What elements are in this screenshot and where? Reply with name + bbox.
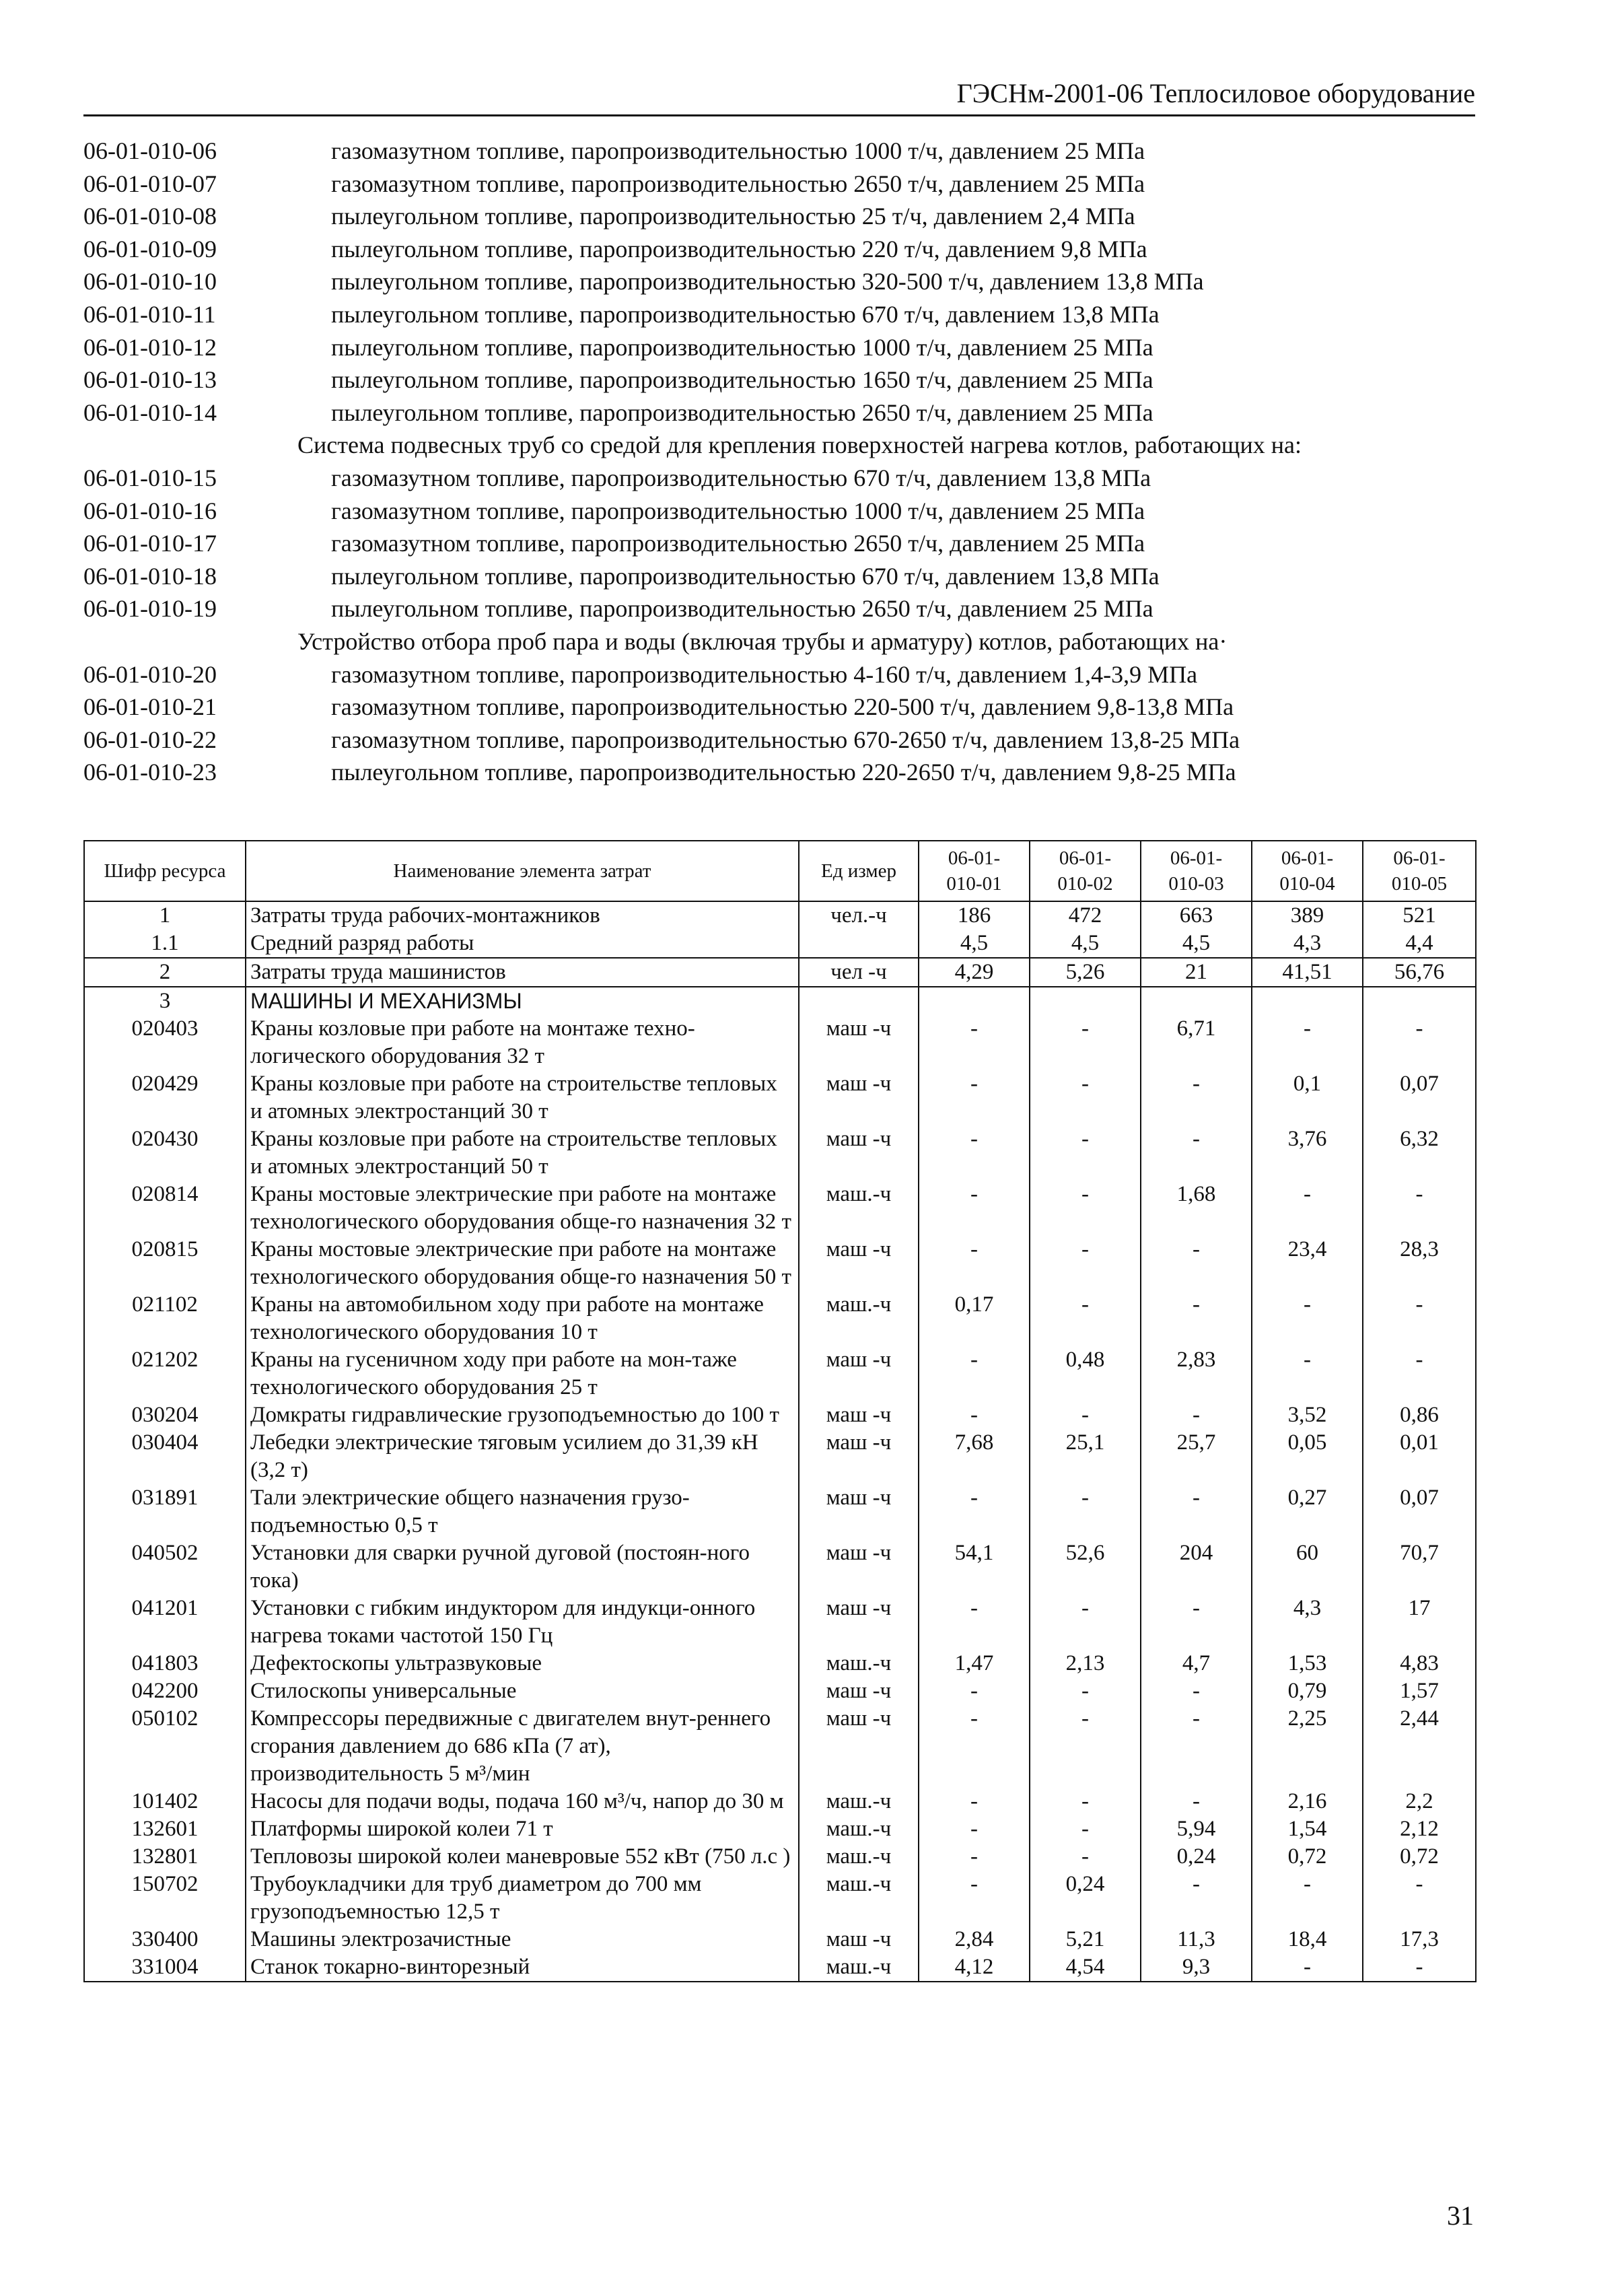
value-col-2: 52,6 [1030,1539,1141,1595]
resource-name: Краны козловые при работе на строительстве тепловых и атомных электростанций 50 т [246,1125,799,1181]
value-col-4: 3,76 [1252,1125,1363,1181]
item-code: 06-01-010-18 [83,562,217,590]
resource-code: 2 [84,958,246,987]
resource-name: Платформы широкой колеи 71 т [246,1815,799,1843]
code-list-item [83,495,1483,528]
item-description: пылеугольном топливе, паропроизводительностью 220 т/ч, давлением 9,8 МПа [331,235,1147,263]
value-col-4: 4,3 [1252,1595,1363,1650]
resource-unit: маш.-ч [799,1650,919,1677]
value-col-3: - [1141,1788,1252,1815]
table-row [84,1595,1476,1650]
value-col-3: - [1141,1401,1252,1429]
item-code: 06-01-010-08 [83,203,217,230]
value-col-3: 25,7 [1141,1429,1252,1484]
value-col-2: - [1030,1236,1141,1291]
value-col-4: 4,3 [1252,930,1363,958]
value-col-3: - [1141,1125,1252,1181]
value-col-5: - [1363,1015,1476,1070]
resource-code: 042200 [84,1677,246,1705]
value-col-2: - [1030,1125,1141,1181]
code-list-item [83,724,1483,757]
value-col-5: - [1363,1181,1476,1236]
resource-name: Установки с гибким индуктором для индукци-онного нагрева токами частотой 150 Гц [246,1595,799,1650]
value-col-2: - [1030,1595,1141,1650]
value-col-3: - [1141,1705,1252,1788]
header-unit: Ед измер [799,841,919,901]
resource-unit: маш.-ч [799,1181,919,1236]
table-row [84,1926,1476,1953]
header-col-4: 06-01- 010-04 [1252,841,1363,901]
item-code: 06-01-010-16 [83,497,217,524]
value-col-1: 4,29 [919,958,1030,987]
item-description: газомазутном топливе, паропроизводительностью 670-2650 т/ч, давлением 13,8-25 МПа [331,726,1240,753]
resource-name: Машины электрозачистные [246,1926,799,1953]
item-description: газомазутном топливе, паропроизводительностью 1000 т/ч, давлением 25 МПа [331,137,1145,164]
value-col-2: - [1030,1705,1141,1788]
code-list-item [83,298,1483,331]
value-col-1: 4,5 [919,930,1030,958]
resource-code: 1.1 [84,930,246,958]
value-col-2: - [1030,1181,1141,1236]
value-col-2: - [1030,1788,1141,1815]
item-code: 06-01-010-19 [83,595,217,623]
value-col-1 [919,987,1030,1015]
resource-code: 132801 [84,1843,246,1871]
value-col-4: - [1252,1015,1363,1070]
value-col-3: - [1141,1595,1252,1650]
code-list-item [83,462,1483,495]
resource-code: 330400 [84,1926,246,1953]
item-code: 06-01-010-09 [83,235,217,263]
table-row [84,958,1476,987]
value-col-3: 4,5 [1141,930,1252,958]
value-col-3: 663 [1141,901,1252,930]
value-col-5: 0,72 [1363,1843,1476,1871]
value-col-5: - [1363,1953,1476,1982]
resource-name: Краны на гусеничном ходу при работе на мон-таже технологического оборудования 25 т [246,1346,799,1401]
code-list-item [83,200,1483,233]
value-col-4: 2,16 [1252,1788,1363,1815]
resource-name: Трубоукладчики для труб диаметром до 700 мм грузоподъемностью 12,5 т [246,1871,799,1926]
value-col-3: - [1141,1291,1252,1346]
resource-code: 031891 [84,1484,246,1539]
item-code: 06-01-010-14 [83,398,217,426]
item-description: газомазутном топливе, паропроизводительностью 4-160 т/ч, давлением 1,4-3,9 МПа [331,660,1198,688]
table-row [84,1788,1476,1815]
value-col-2: 0,24 [1030,1871,1141,1926]
table-row [84,1291,1476,1346]
value-col-1: - [919,1125,1030,1181]
value-col-1: - [919,1843,1030,1871]
resource-name: Насосы для подачи воды, подача 160 м³/ч, напор до 30 м [246,1788,799,1815]
value-col-1: 2,84 [919,1926,1030,1953]
resource-unit: маш -ч [799,1595,919,1650]
resource-name: Домкраты гидравлические грузоподъемностью до 100 т [246,1401,799,1429]
running-header [83,73,1475,116]
value-col-4: - [1252,1871,1363,1926]
value-col-4: 0,05 [1252,1429,1363,1484]
resource-name: Затраты труда машинистов [246,958,799,987]
resource-name: Установки для сварки ручной дуговой (постоян-ного тока) [246,1539,799,1595]
resource-table [83,840,1477,1982]
table-row [84,1843,1476,1871]
value-col-5: 2,44 [1363,1705,1476,1788]
value-col-3: - [1141,1236,1252,1291]
item-code: 06-01-010-20 [83,660,217,688]
code-list-item [83,168,1483,201]
resource-unit: маш -ч [799,1677,919,1705]
resource-name: Лебедки электрические тяговым усилием до 31,39 кН (3,2 т) [246,1429,799,1484]
table-row [84,1677,1476,1705]
resource-code: 150702 [84,1871,246,1926]
table-row [84,1815,1476,1843]
value-col-4: 1,53 [1252,1650,1363,1677]
resource-name: Краны козловые при работе на строительстве тепловых и атомных электростанций 30 т [246,1070,799,1125]
header-code: Шифр ресурса [84,841,246,901]
value-col-2: - [1030,1070,1141,1125]
value-col-2: 0,48 [1030,1346,1141,1401]
resource-code: 021102 [84,1291,246,1346]
table-row [84,1125,1476,1181]
resource-code: 020815 [84,1236,246,1291]
resource-code: 101402 [84,1788,246,1815]
resource-unit: маш.-ч [799,1953,919,1982]
value-col-1: - [919,1484,1030,1539]
resource-unit: маш -ч [799,1401,919,1429]
resource-unit: маш -ч [799,1429,919,1484]
item-code: 06-01-010-15 [83,464,217,491]
value-col-4: 1,54 [1252,1815,1363,1843]
table-row [84,1705,1476,1788]
table-row [84,987,1476,1015]
resource-unit: маш -ч [799,1926,919,1953]
resource-name: Краны мостовые электрические при работе на монтаже технологического оборудования обще-го назначения 32 т [246,1181,799,1236]
value-col-4: 0,1 [1252,1070,1363,1125]
resource-name: Тали электрические общего назначения грузо-подъемностью 0,5 т [246,1484,799,1539]
resource-code: 020814 [84,1181,246,1236]
resource-code: 030204 [84,1401,246,1429]
item-description: пылеугольном топливе, паропроизводительностью 2650 т/ч, давлением 25 МПа [331,398,1153,426]
table-header-row [84,841,1476,901]
value-col-2: 2,13 [1030,1650,1141,1677]
resource-code: 020429 [84,1070,246,1125]
value-col-5: 0,01 [1363,1429,1476,1484]
value-col-4: 0,79 [1252,1677,1363,1705]
value-col-2: 5,21 [1030,1926,1141,1953]
value-col-3: 204 [1141,1539,1252,1595]
value-col-3: - [1141,1484,1252,1539]
heading-text: Устройство отбора проб пара и воды (включая трубы и арматуру) котлов, работающих на· [297,627,1228,655]
value-col-1: 54,1 [919,1539,1030,1595]
item-code: 06-01-010-10 [83,268,217,295]
table-row [84,1484,1476,1539]
code-list-item [83,233,1483,266]
value-col-2: 25,1 [1030,1429,1141,1484]
item-code: 06-01-010-21 [83,693,217,721]
value-col-4: 0,72 [1252,1843,1363,1871]
value-col-4: - [1252,1953,1363,1982]
item-description: пылеугольном топливе, паропроизводительностью 1650 т/ч, давлением 25 МПа [331,366,1153,394]
resource-code: 020403 [84,1015,246,1070]
table-row [84,1871,1476,1926]
value-col-3: - [1141,1871,1252,1926]
value-col-2: 472 [1030,901,1141,930]
resource-name: Краны козловые при работе на монтаже техно-логического оборудования 32 т [246,1015,799,1070]
value-col-5: - [1363,1346,1476,1401]
value-col-3: 6,71 [1141,1015,1252,1070]
resource-name: Краны мостовые электрические при работе на монтаже технологического оборудования обще-го назначения 50 т [246,1236,799,1291]
value-col-5: 4,83 [1363,1650,1476,1677]
value-col-4: 3,52 [1252,1401,1363,1429]
value-col-1: - [919,1346,1030,1401]
value-col-5: 1,57 [1363,1677,1476,1705]
heading-text: Система подвесных труб со средой для крепления поверхностей нагрева котлов, работающих на: [297,431,1302,459]
resource-unit: маш.-ч [799,1788,919,1815]
resource-unit [799,987,919,1015]
code-list-item [83,396,1483,429]
resource-unit: чел.-ч [799,901,919,930]
item-description: пылеугольном топливе, паропроизводительностью 670 т/ч, давлением 13,8 МПа [331,300,1160,328]
value-col-1: - [919,1815,1030,1843]
resource-unit: маш -ч [799,1346,919,1401]
value-col-1: 4,12 [919,1953,1030,1982]
item-code: 06-01-010-12 [83,333,217,361]
value-col-1: - [919,1705,1030,1788]
resource-name: Станок токарно-винторезный [246,1953,799,1982]
value-col-3: 1,68 [1141,1181,1252,1236]
resource-unit: маш -ч [799,1015,919,1070]
item-description: пылеугольном топливе, паропроизводительностью 670 т/ч, давлением 13,8 МПа [331,562,1160,590]
value-col-2: - [1030,1484,1141,1539]
value-col-3: 11,3 [1141,1926,1252,1953]
value-col-3: - [1141,1070,1252,1125]
header-col-1: 06-01- 010-01 [919,841,1030,901]
value-col-5: 0,86 [1363,1401,1476,1429]
resource-code: 020430 [84,1125,246,1181]
resource-name: Затраты труда рабочих-монтажников [246,901,799,930]
resource-name: Тепловозы широкой колеи маневровые 552 кВт (750 л.с ) [246,1843,799,1871]
value-col-4: 18,4 [1252,1926,1363,1953]
table-row [84,1539,1476,1595]
resource-unit: маш -ч [799,1705,919,1788]
value-col-2 [1030,987,1141,1015]
resource-code: 132601 [84,1815,246,1843]
code-list-item [83,592,1483,625]
table-row [84,1181,1476,1236]
value-col-1: - [919,1788,1030,1815]
value-col-3: 2,83 [1141,1346,1252,1401]
value-col-5: 17,3 [1363,1926,1476,1953]
value-col-5: 0,07 [1363,1484,1476,1539]
item-description: пылеугольном топливе, паропроизводительностью 220-2650 т/ч, давлением 9,8-25 МПа [331,759,1236,786]
value-col-3: 5,94 [1141,1815,1252,1843]
table-row [84,1236,1476,1291]
header-name: Наименование элемента затрат [246,841,799,901]
table-row [84,1070,1476,1125]
resource-code: 3 [84,987,246,1015]
code-list-item [83,135,1483,168]
resource-name: Компрессоры передвижные с двигателем внут-реннего сгорания давлением до 686 кПа (7 ат), производительность 5 м³/мин [246,1705,799,1788]
code-list [83,135,1483,789]
table-row [84,1953,1476,1982]
item-description: пылеугольном топливе, паропроизводительностью 25 т/ч, давлением 2,4 МПа [331,203,1135,230]
item-description: пылеугольном топливе, паропроизводительностью 2650 т/ч, давлением 25 МПа [331,595,1153,623]
value-col-2: - [1030,1401,1141,1429]
table-row [84,1015,1476,1070]
table-row [84,1429,1476,1484]
value-col-1: 7,68 [919,1429,1030,1484]
value-col-5: 2,2 [1363,1788,1476,1815]
item-description: газомазутном топливе, паропроизводительностью 2650 т/ч, давлением 25 МПа [331,530,1145,557]
code-list-heading [83,429,1483,462]
resource-unit: маш -ч [799,1125,919,1181]
item-code: 06-01-010-11 [83,300,216,328]
value-col-5: 521 [1363,901,1476,930]
item-code: 06-01-010-23 [83,759,217,786]
value-col-3: 21 [1141,958,1252,987]
item-description: газомазутном топливе, паропроизводительностью 220-500 т/ч, давлением 9,8-13,8 МПа [331,693,1234,721]
resource-unit: маш.-ч [799,1815,919,1843]
value-col-4: - [1252,1346,1363,1401]
table-row [84,1401,1476,1429]
value-col-1: - [919,1015,1030,1070]
item-description: газомазутном топливе, паропроизводительностью 670 т/ч, давлением 13,8 МПа [331,464,1151,491]
table-row [84,1650,1476,1677]
value-col-5: 0,07 [1363,1070,1476,1125]
code-list-item [83,756,1483,789]
value-col-1: - [919,1070,1030,1125]
value-col-5: 17 [1363,1595,1476,1650]
value-col-2: 5,26 [1030,958,1141,987]
item-description: газомазутном топливе, паропроизводительностью 2650 т/ч, давлением 25 МПа [331,170,1145,197]
value-col-1: - [919,1401,1030,1429]
code-list-item [83,363,1483,396]
value-col-2: - [1030,1291,1141,1346]
resource-unit: маш.-ч [799,1843,919,1871]
value-col-5: 2,12 [1363,1815,1476,1843]
value-col-3: 0,24 [1141,1843,1252,1871]
item-code: 06-01-010-22 [83,726,217,753]
item-code: 06-01-010-06 [83,137,217,164]
item-description: пылеугольном топливе, паропроизводительностью 1000 т/ч, давлением 25 МПа [331,333,1153,361]
resource-name: Стилоскопы универсальные [246,1677,799,1705]
value-col-5: 70,7 [1363,1539,1476,1595]
value-col-4: 389 [1252,901,1363,930]
value-col-5: 4,4 [1363,930,1476,958]
value-col-3: 4,7 [1141,1650,1252,1677]
value-col-1: - [919,1595,1030,1650]
value-col-1: - [919,1871,1030,1926]
resource-code: 021202 [84,1346,246,1401]
code-list-item [83,691,1483,724]
value-col-3 [1141,987,1252,1015]
resource-unit: маш -ч [799,1236,919,1291]
item-code: 06-01-010-07 [83,170,217,197]
value-col-2: - [1030,1843,1141,1871]
value-col-1: - [919,1181,1030,1236]
resource-unit: маш.-ч [799,1291,919,1346]
value-col-2: - [1030,1815,1141,1843]
table-row [84,930,1476,958]
resource-code: 040502 [84,1539,246,1595]
value-col-5: - [1363,1291,1476,1346]
resource-unit: чел -ч [799,958,919,987]
value-col-4: 0,27 [1252,1484,1363,1539]
table-row [84,901,1476,930]
resource-code: 041803 [84,1650,246,1677]
value-col-5: 28,3 [1363,1236,1476,1291]
value-col-3: - [1141,1677,1252,1705]
table-row [84,1346,1476,1401]
item-description: газомазутном топливе, паропроизводительностью 1000 т/ч, давлением 25 МПа [331,497,1145,524]
resource-name: Средний разряд работы [246,930,799,958]
page-number: 31 [1447,2200,1474,2231]
header-col-2: 06-01- 010-02 [1030,841,1141,901]
item-description: пылеугольном топливе, паропроизводительностью 320-500 т/ч, давлением 13,8 МПа [331,268,1204,295]
resource-name: Краны на автомобильном ходу при работе на монтаже технологического оборудования 10 т [246,1291,799,1346]
header-title: ГЭСНм-2001-06 Теплосиловое оборудование [956,78,1475,108]
value-col-4: 23,4 [1252,1236,1363,1291]
resource-unit [799,930,919,958]
value-col-4: 41,51 [1252,958,1363,987]
value-col-2: 4,54 [1030,1953,1141,1982]
value-col-4: - [1252,1291,1363,1346]
value-col-4: 2,25 [1252,1705,1363,1788]
value-col-5: 56,76 [1363,958,1476,987]
code-list-item [83,527,1483,560]
resource-unit: маш -ч [799,1539,919,1595]
value-col-2: 4,5 [1030,930,1141,958]
code-list-item [83,265,1483,298]
value-col-1: 0,17 [919,1291,1030,1346]
resource-unit: маш -ч [799,1484,919,1539]
value-col-1: 1,47 [919,1650,1030,1677]
value-col-2: - [1030,1677,1141,1705]
value-col-5 [1363,987,1476,1015]
resource-code: 050102 [84,1705,246,1788]
resource-code: 1 [84,901,246,930]
resource-code: 030404 [84,1429,246,1484]
item-code: 06-01-010-17 [83,530,217,557]
value-col-2: - [1030,1015,1141,1070]
code-list-item [83,331,1483,364]
value-col-4: - [1252,1181,1363,1236]
value-col-1: - [919,1236,1030,1291]
code-list-heading [83,625,1483,658]
value-col-5: - [1363,1871,1476,1926]
resource-unit: маш -ч [799,1070,919,1125]
value-col-5: 6,32 [1363,1125,1476,1181]
code-list-item [83,658,1483,691]
value-col-1: 186 [919,901,1030,930]
resource-name: Дефектоскопы ультразвуковые [246,1650,799,1677]
header-col-5: 06-01- 010-05 [1363,841,1476,901]
item-code: 06-01-010-13 [83,366,217,394]
header-col-3: 06-01- 010-03 [1141,841,1252,901]
resource-name: МАШИНЫ И МЕХАНИЗМЫ [246,987,799,1015]
value-col-1: - [919,1677,1030,1705]
value-col-3: 9,3 [1141,1953,1252,1982]
resource-code: 041201 [84,1595,246,1650]
value-col-4: 60 [1252,1539,1363,1595]
code-list-item [83,560,1483,593]
value-col-4 [1252,987,1363,1015]
table-body [84,901,1476,1982]
resource-unit: маш.-ч [799,1871,919,1926]
resource-code: 331004 [84,1953,246,1982]
